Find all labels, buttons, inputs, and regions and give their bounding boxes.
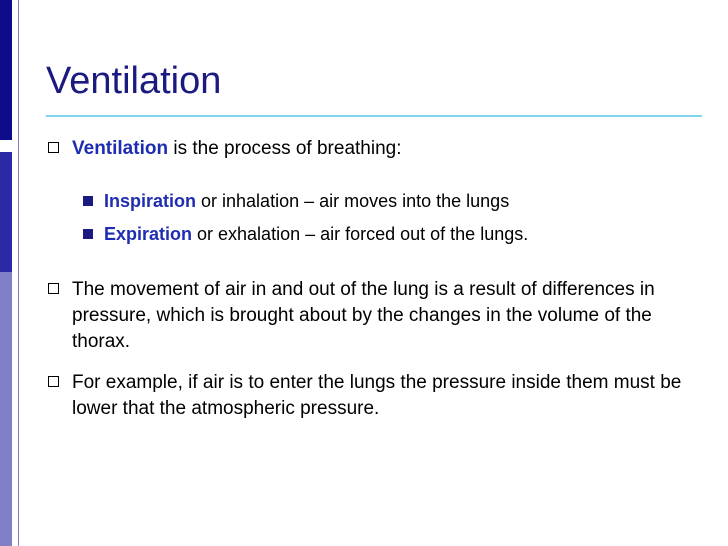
hollow-square-bullet-icon [48, 376, 59, 387]
sub-bullet-body: or inhalation – air moves into the lungs [196, 191, 510, 211]
sub-bullet-text [104, 221, 528, 247]
sub-bullet-body: or exhalation – air forced out of the lungs. [192, 224, 529, 244]
filled-square-bullet-icon [83, 196, 93, 206]
filled-square-bullet-icon [83, 229, 93, 239]
bullet-text: For example, if air is to enter the lungs the pressure inside them must be lower that the atmospheric pressure. [72, 372, 682, 419]
left-accent-bar-gap [0, 140, 12, 152]
left-accent-bar-top [0, 0, 12, 140]
left-accent-line [18, 0, 19, 546]
bullet-body: is the process of breathing: [168, 138, 402, 159]
left-accent-bar-bottom [0, 272, 12, 546]
hollow-square-bullet-icon [48, 283, 59, 294]
bullet-text: The movement of air in and out of the lung is a result of differences in pressure, which is brought about by the changes in the volume of the thorax. [72, 279, 655, 352]
title-underline [46, 115, 702, 117]
bullet-keyword: Ventilation [72, 138, 169, 159]
hollow-square-bullet-icon [48, 142, 59, 153]
sub-bullet-text [104, 188, 509, 214]
bullet-text [72, 136, 692, 162]
slide-title: Ventilation [46, 60, 222, 102]
sub-bullet-keyword: Expiration [104, 224, 193, 244]
sub-bullet-keyword: Inspiration [104, 191, 197, 211]
left-accent-bar-middle [0, 152, 12, 272]
